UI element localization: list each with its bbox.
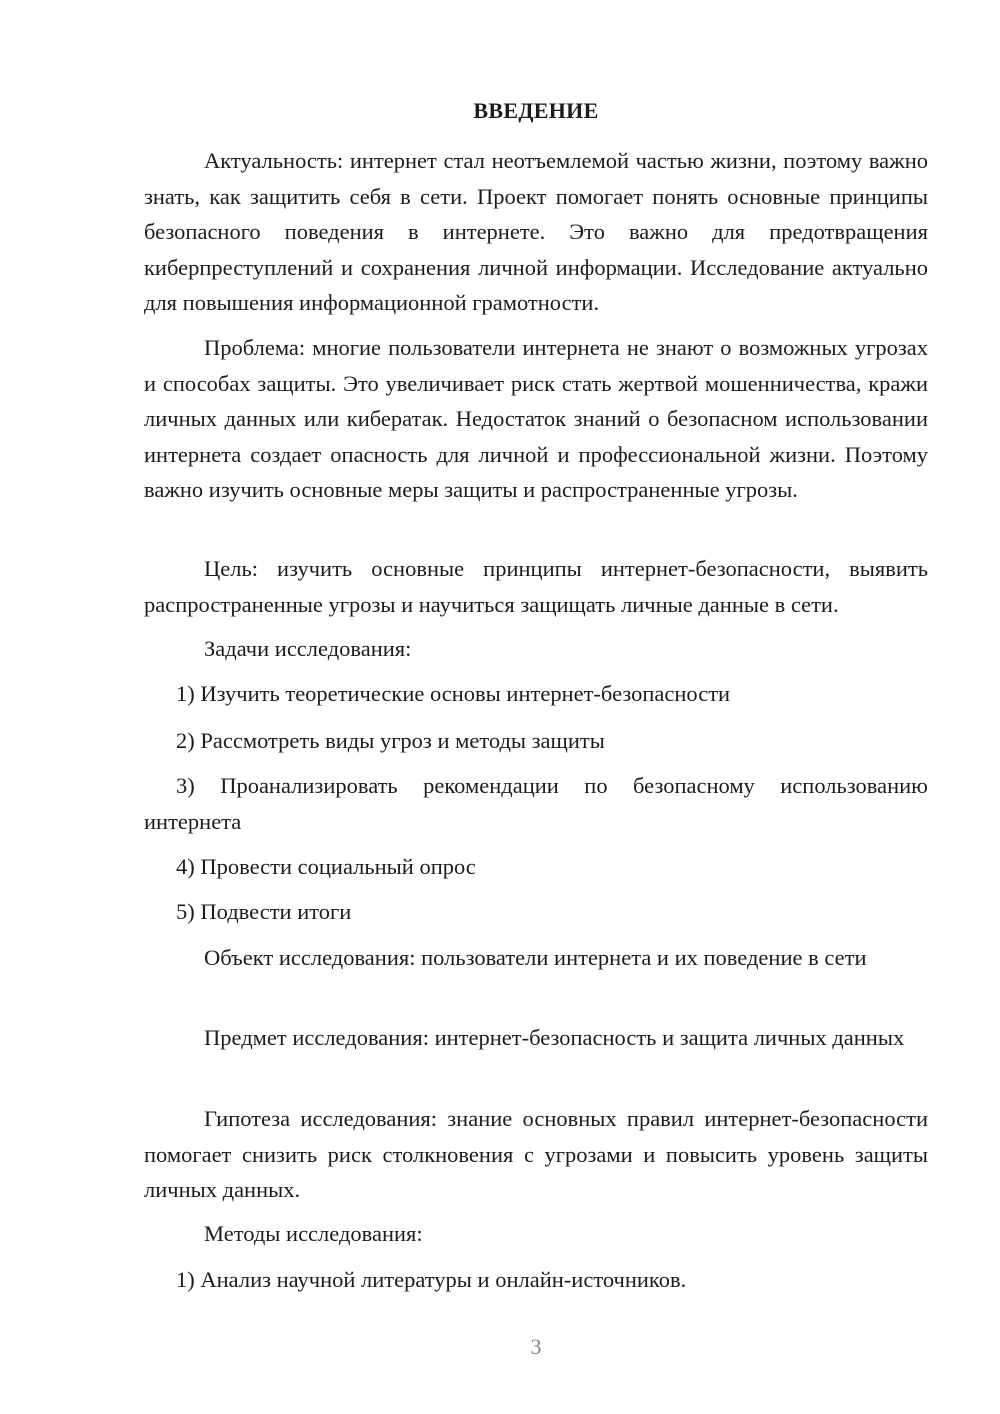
task-item-3: 3) Проанализировать рекомендации по безопасному использованию интернета [144, 773, 928, 834]
section-title: ВВЕДЕНИЕ [473, 98, 599, 123]
object-paragraph: Объект исследования: пользователи интернета и их поведение в сети [204, 945, 867, 970]
page-number: 3 [530, 1334, 542, 1359]
method-item-1: 1) Анализ научной литературы и онлайн-источников. [176, 1267, 687, 1292]
relevance-paragraph: Актуальность: интернет стал неотъемлемой частью жизни, поэтому важно знать, как защитить себя в сети. Проект помогает понять основные принципы безопасного поведения в интернете. Это важно для предотвращения киберпреступлений и сохранения личной информации. Исследование актуально для повышения информационной грамотности. [144, 148, 928, 315]
task-item-5: 5) Подвести итоги [176, 899, 352, 924]
goal-paragraph: Цель: изучить основные принципы интернет-безопасности, выявить распространенные угрозы и научиться защищать личные данные в сети. [144, 556, 928, 617]
task-item-4: 4) Провести социальный опрос [176, 854, 476, 879]
task-item-1: 1) Изучить теоретические основы интернет-безопасности [176, 681, 731, 706]
subject-paragraph: Предмет исследования: интернет-безопасность и защита личных данных [204, 1025, 905, 1050]
problem-paragraph: Проблема: многие пользователи интернета не знают о возможных угрозах и способах защиты. Это увеличивает риск стать жертвой мошенничества, кражи личных данных или кибератак. Недостаток знаний о безопасном использовании интернета создает опасность для личной и профессиональной жизни. Поэтому важно изучить основные меры защиты и распространенные угрозы. [144, 335, 928, 502]
hypothesis-paragraph: Гипотеза исследования: знание основных правил интернет-безопасности помогает снизить риск столкновения с угрозами и повысить уровень защиты личных данных. [144, 1106, 928, 1202]
task-item-2: 2) Рассмотреть виды угроз и методы защиты [176, 728, 605, 753]
tasks-heading: Задачи исследования: [204, 636, 412, 661]
methods-heading: Методы исследования: [204, 1221, 423, 1246]
